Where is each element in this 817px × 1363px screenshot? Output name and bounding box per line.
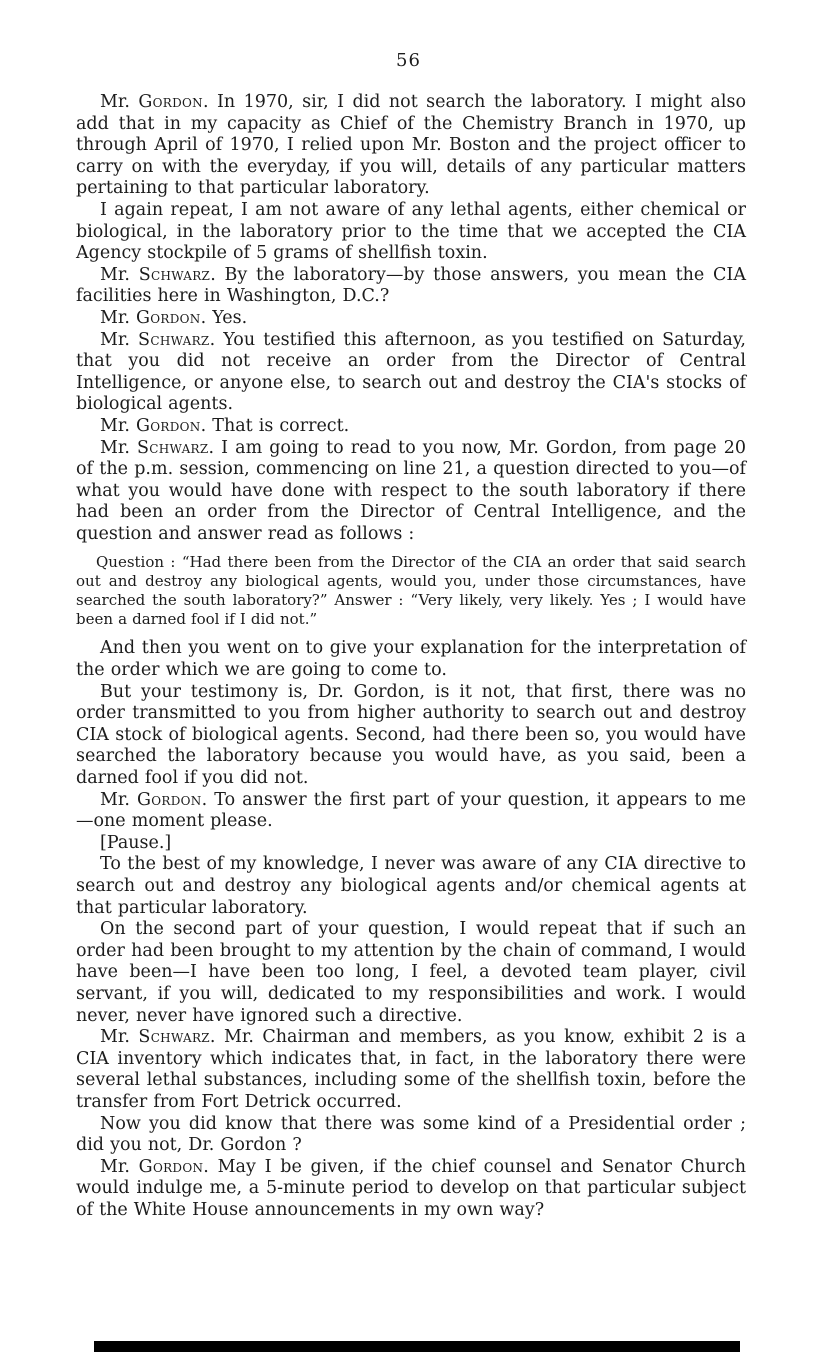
speaker-name: Gordon xyxy=(136,307,201,328)
paragraph-text: That is correct. xyxy=(212,415,350,436)
speaker-label: Mr. Gordon. xyxy=(100,92,217,112)
speaker-label: Mr. Gordon. xyxy=(100,415,213,436)
transcript-paragraph xyxy=(76,919,746,1027)
transcript-paragraph xyxy=(76,854,746,919)
speaker-label: Mr. Gordon. xyxy=(100,1156,218,1177)
paragraph-text: [Pause.] xyxy=(100,832,172,853)
transcript-paragraph xyxy=(76,330,746,416)
speaker-name: Schwarz xyxy=(138,1027,210,1048)
transcript-paragraph xyxy=(76,638,746,681)
paragraph-text: I again repeat, I am not aware of any lethal agents, either chemical or biological, in the laboratory prior to the time that we accepted the CIA Agency stockpile of 5 grams of shellfish toxin. xyxy=(76,199,746,264)
paragraph-text: Now you did know that there was some kind of a Presidential order ; did you not, Dr. Gordon ? xyxy=(76,1113,746,1156)
speaker-name: Schwarz xyxy=(138,264,211,285)
paragraph-text: Mr. Chairman and members, as you know, exhibit 2 is a CIA inventory which indicates that, in fact, in the laboratory there were several lethal substances, including some of the shellfish toxin, before the transfer from Fort Detrick occurred. xyxy=(76,1027,746,1112)
paragraph-text: Yes. xyxy=(212,307,248,328)
paragraph-text: In 1970, sir, I did not search the laboratory. I might also add that in my capacity as Chief of the Chemistry Branch in 1970, up through April of 1970, I relied upon Mr. Boston and the project officer to carry on with the everyday, if you will, details of any particular matters pertaining to that particular laboratory. xyxy=(76,92,746,199)
paragraph-text: May I be given, if the chief counsel and Senator Church would indulge me, a 5-minute period to develop on that particular subject of the White House announcements in my own way? xyxy=(76,1156,746,1220)
speaker-name: Schwarz xyxy=(138,329,210,350)
page-number: 56 xyxy=(396,50,421,71)
scan-artifact-bar xyxy=(94,1341,740,1352)
speaker-name: Gordon xyxy=(137,789,202,810)
speaker-label: Mr. Gordon. xyxy=(100,789,215,810)
speaker-label: Mr. Schwarz. xyxy=(100,264,225,285)
transcript-paragraph xyxy=(76,1114,746,1157)
transcript-paragraph xyxy=(76,438,746,546)
transcript-paragraph xyxy=(76,790,746,833)
transcript-paragraph xyxy=(76,1157,746,1222)
speaker-label: Mr. Gordon. xyxy=(100,307,213,328)
transcript-paragraph xyxy=(76,200,746,265)
speaker-name: Gordon xyxy=(138,1156,204,1177)
transcript-paragraph xyxy=(76,265,746,308)
paragraph-text: By the laboratory—by those answers, you mean the CIA facilities here in Washington, D.C.? xyxy=(76,264,746,307)
paragraph-text: To answer the first part of your question, it appears to me—one moment please. xyxy=(76,789,746,832)
paragraph-text: You testified this afternoon, as you testified on Saturday, that you did not receive an order from the Director of Central Intelligence, or anyone else, to search out and destroy the CIA's stocks of biological agents. xyxy=(76,329,746,415)
paragraph-text: To the best of my knowledge, I never was aware of any CIA directive to search out and destroy any biological agents and/or chemical agents at that particular laboratory. xyxy=(76,854,746,918)
transcript-paragraph xyxy=(76,682,746,790)
paragraph-text: On the second part of your question, I would repeat that if such an order had been brought to my attention by the chain of command, I would have been—I have been too long, I feel, a devoted team player, civil servant, if you will, dedicated to my responsibilities and work. I would never, never have ignored such a directive. xyxy=(76,919,746,1026)
transcript-paragraph xyxy=(76,833,746,855)
paragraph-text: And then you went on to give your explanation for the interpretation of the order which we are going to come to. xyxy=(76,638,746,681)
paragraph-text: Question : “Had there been from the Director of the CIA an order that said search out and destroy any biological agents, would you, under those circumstances, have searched the south laboratory?” Answer : “Very likely, very likely. Yes ; I would have been a darned fool if I did not.” xyxy=(76,553,746,629)
paragraph-text: I am going to read to you now, Mr. Gordon, from page 20 of the p.m. session, commencing on line 21, a question directed to you—of what you would have done with respect to the south laboratory if there had been an order from the Director of Central Intelligence, and the question and answer read as follows : xyxy=(76,437,746,544)
transcript-paragraph xyxy=(76,92,746,200)
speaker-label: Mr. Schwarz. xyxy=(100,329,224,350)
transcript-paragraph xyxy=(76,1027,746,1113)
paragraph-text: But your testimony is, Dr. Gordon, is it not, that first, there was no order transmitted to you from higher authority to search out and destroy CIA stock of biological agents. Second, had there been so, you would have searched the laboratory because you would have, as you said, been a darned fool if you did not. xyxy=(76,681,746,789)
transcript-paragraph xyxy=(76,416,746,438)
transcript-body xyxy=(76,92,746,1222)
speaker-name: Gordon xyxy=(138,92,203,112)
speaker-label: Mr. Schwarz. xyxy=(100,1027,224,1048)
quoted-excerpt xyxy=(76,553,746,629)
speaker-name: Schwarz xyxy=(137,437,209,458)
speaker-name: Gordon xyxy=(136,415,201,436)
speaker-label: Mr. Schwarz. xyxy=(100,437,222,458)
transcript-paragraph xyxy=(76,308,746,330)
